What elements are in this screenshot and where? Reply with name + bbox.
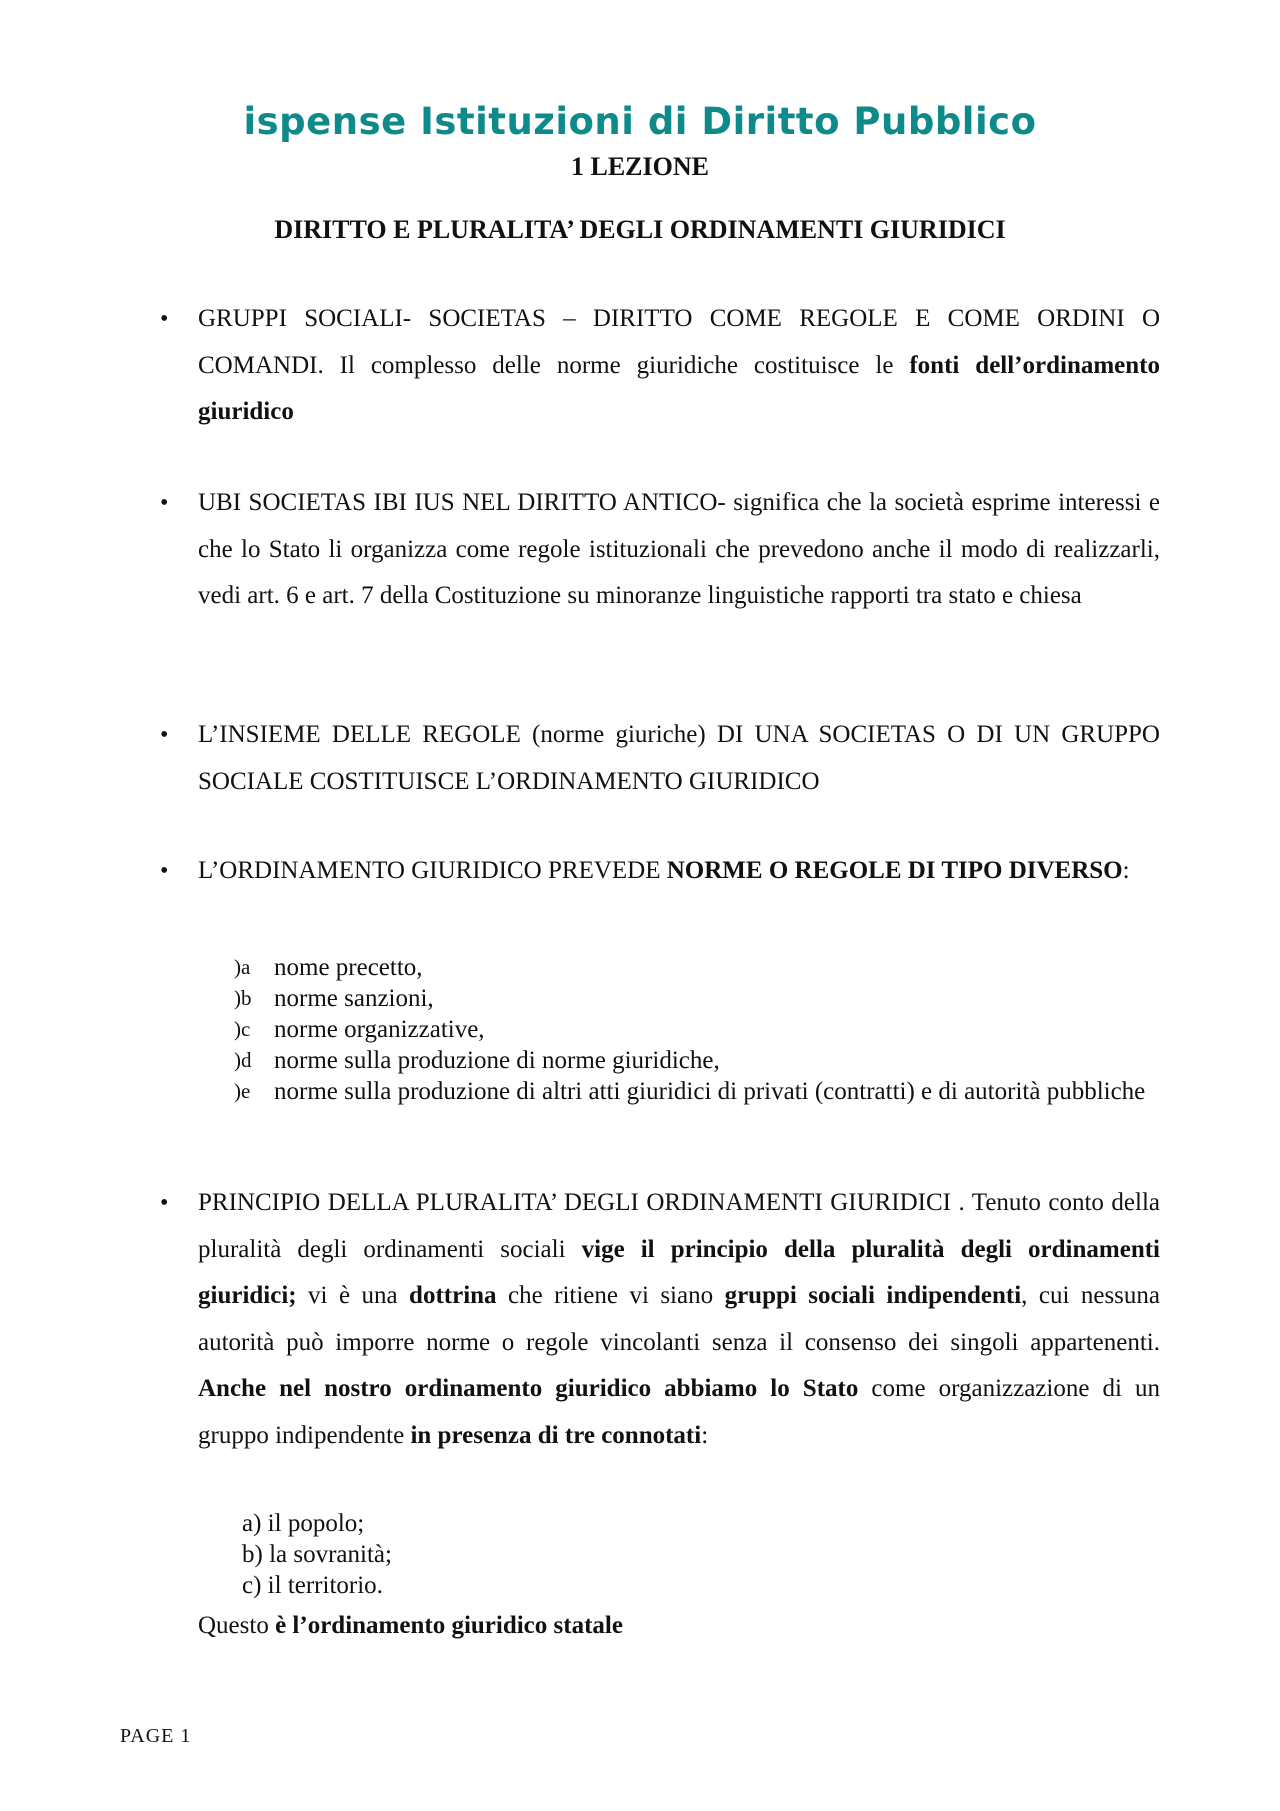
list-item-text: norme sulla produzione di altri atti giuridici di privati (contratti) e di autorità pubbliche — [274, 1078, 1146, 1105]
list-item — [234, 952, 1160, 983]
closing-line — [198, 1612, 623, 1640]
bold-text: fonti dell’ordinamento giuridico — [198, 351, 1161, 425]
paragraph-text: GRUPPI SOCIALI- SOCIETAS – DIRITTO COME REGOLE E COME ORDINI O COMANDI. Il complesso delle norme giuridiche costituisce le — [198, 305, 1160, 379]
document-title: ispense Istituzioni di Diritto Pubblico — [243, 100, 1037, 143]
bullet-icon: • — [160, 1190, 169, 1216]
paragraph-text: : — [1122, 857, 1130, 884]
list-item-text: norme sulla produzione di norme giuridiche, — [274, 1047, 720, 1074]
bullet-icon: • — [160, 490, 169, 516]
paragraph-text: come organizzazione di un gruppo indipendente — [198, 1375, 1160, 1449]
paragraph-text: PRINCIPIO DELLA PLURALITA’ DEGLI ORDINAMENTI GIURIDICI . Tenuto conto della pluralità degli ordinamenti sociali — [198, 1189, 1160, 1263]
paragraph-text: , cui nessuna autorità può imporre norme o regole vincolanti senza il consenso dei singoli appartenenti. — [198, 1282, 1160, 1356]
connotati-list — [242, 1508, 392, 1601]
bold-text: dottrina — [409, 1282, 497, 1309]
list-item — [234, 1076, 1160, 1107]
list-item — [234, 983, 1160, 1014]
paragraph-ubi-societas — [198, 480, 1160, 620]
bold-text: vige il principio della pluralità degli ordinamenti giuridici; — [198, 1235, 1160, 1309]
bullet-icon: • — [160, 858, 169, 884]
paragraph-text: L’ORDINAMENTO GIURIDICO PREVEDE — [198, 857, 667, 884]
list-item: c) il territorio. — [242, 1572, 383, 1599]
paragraph-text: UBI SOCIETAS IBI IUS NEL DIRITTO ANTICO- significa che la società esprime interessi e che lo Stato li organizza come regole istituzionali che prevedono anche il modo di realizzarli, vedi art. 6 e art. 7 della Costituzione su minoranze linguistiche rapporti tra stato e chiesa — [198, 489, 1160, 609]
paragraph-gruppi-sociali — [198, 296, 1160, 436]
lesson-heading: 1 LEZIONE — [571, 152, 709, 181]
bold-text: Anche nel nostro ordinamento giuridico abbiamo lo Stato — [198, 1375, 859, 1402]
list-marker: )b — [234, 986, 252, 1010]
list-item-text: norme organizzative, — [274, 1016, 485, 1043]
list-item — [234, 1045, 1160, 1076]
bullet-icon: • — [160, 722, 169, 748]
bold-text: gruppi sociali indipendenti — [724, 1282, 1022, 1309]
paragraph-text: vi è una — [296, 1282, 410, 1309]
bold-text: in presenza di tre connotati — [410, 1421, 702, 1449]
list-marker: )e — [234, 1079, 251, 1103]
list-item: b) la sovranità; — [242, 1541, 392, 1568]
paragraph-principio-pluralita — [198, 1180, 1160, 1459]
paragraph-text: L’INSIEME DELLE REGOLE (norme giuriche) DI UNA SOCIETAS O DI UN GRUPPO SOCIALE COSTITUISCE L’ORDINAMENTO GIURIDICO — [198, 721, 1160, 795]
list-item-text: nome precetto, — [274, 954, 423, 981]
list-marker: )c — [234, 1017, 251, 1041]
bold-text: NORME O REGOLE DI TIPO DIVERSO — [666, 857, 1123, 884]
list-item — [234, 1014, 1160, 1045]
list-item: a) il popolo; — [242, 1510, 365, 1537]
section-subtitle: DIRITTO E PLURALITA’ DEGLI ORDINAMENTI GIURIDICI — [274, 215, 1006, 244]
paragraph-ordinamento-prevede — [198, 848, 1160, 895]
paragraph-text: che ritiene vi siano — [496, 1282, 725, 1309]
bullet-icon: • — [160, 306, 169, 332]
list-item-text: norme sanzioni, — [274, 985, 434, 1012]
paragraph-text: : — [701, 1421, 709, 1449]
list-marker: )a — [234, 955, 251, 979]
page-number: PAGE 1 — [120, 1725, 192, 1747]
list-marker: )d — [234, 1048, 252, 1072]
norme-list — [234, 952, 1160, 1107]
paragraph-insieme-regole — [198, 712, 1160, 805]
bold-text: è l’ordinamento giuridico statale — [275, 1612, 623, 1639]
paragraph-text: Questo — [198, 1612, 276, 1639]
